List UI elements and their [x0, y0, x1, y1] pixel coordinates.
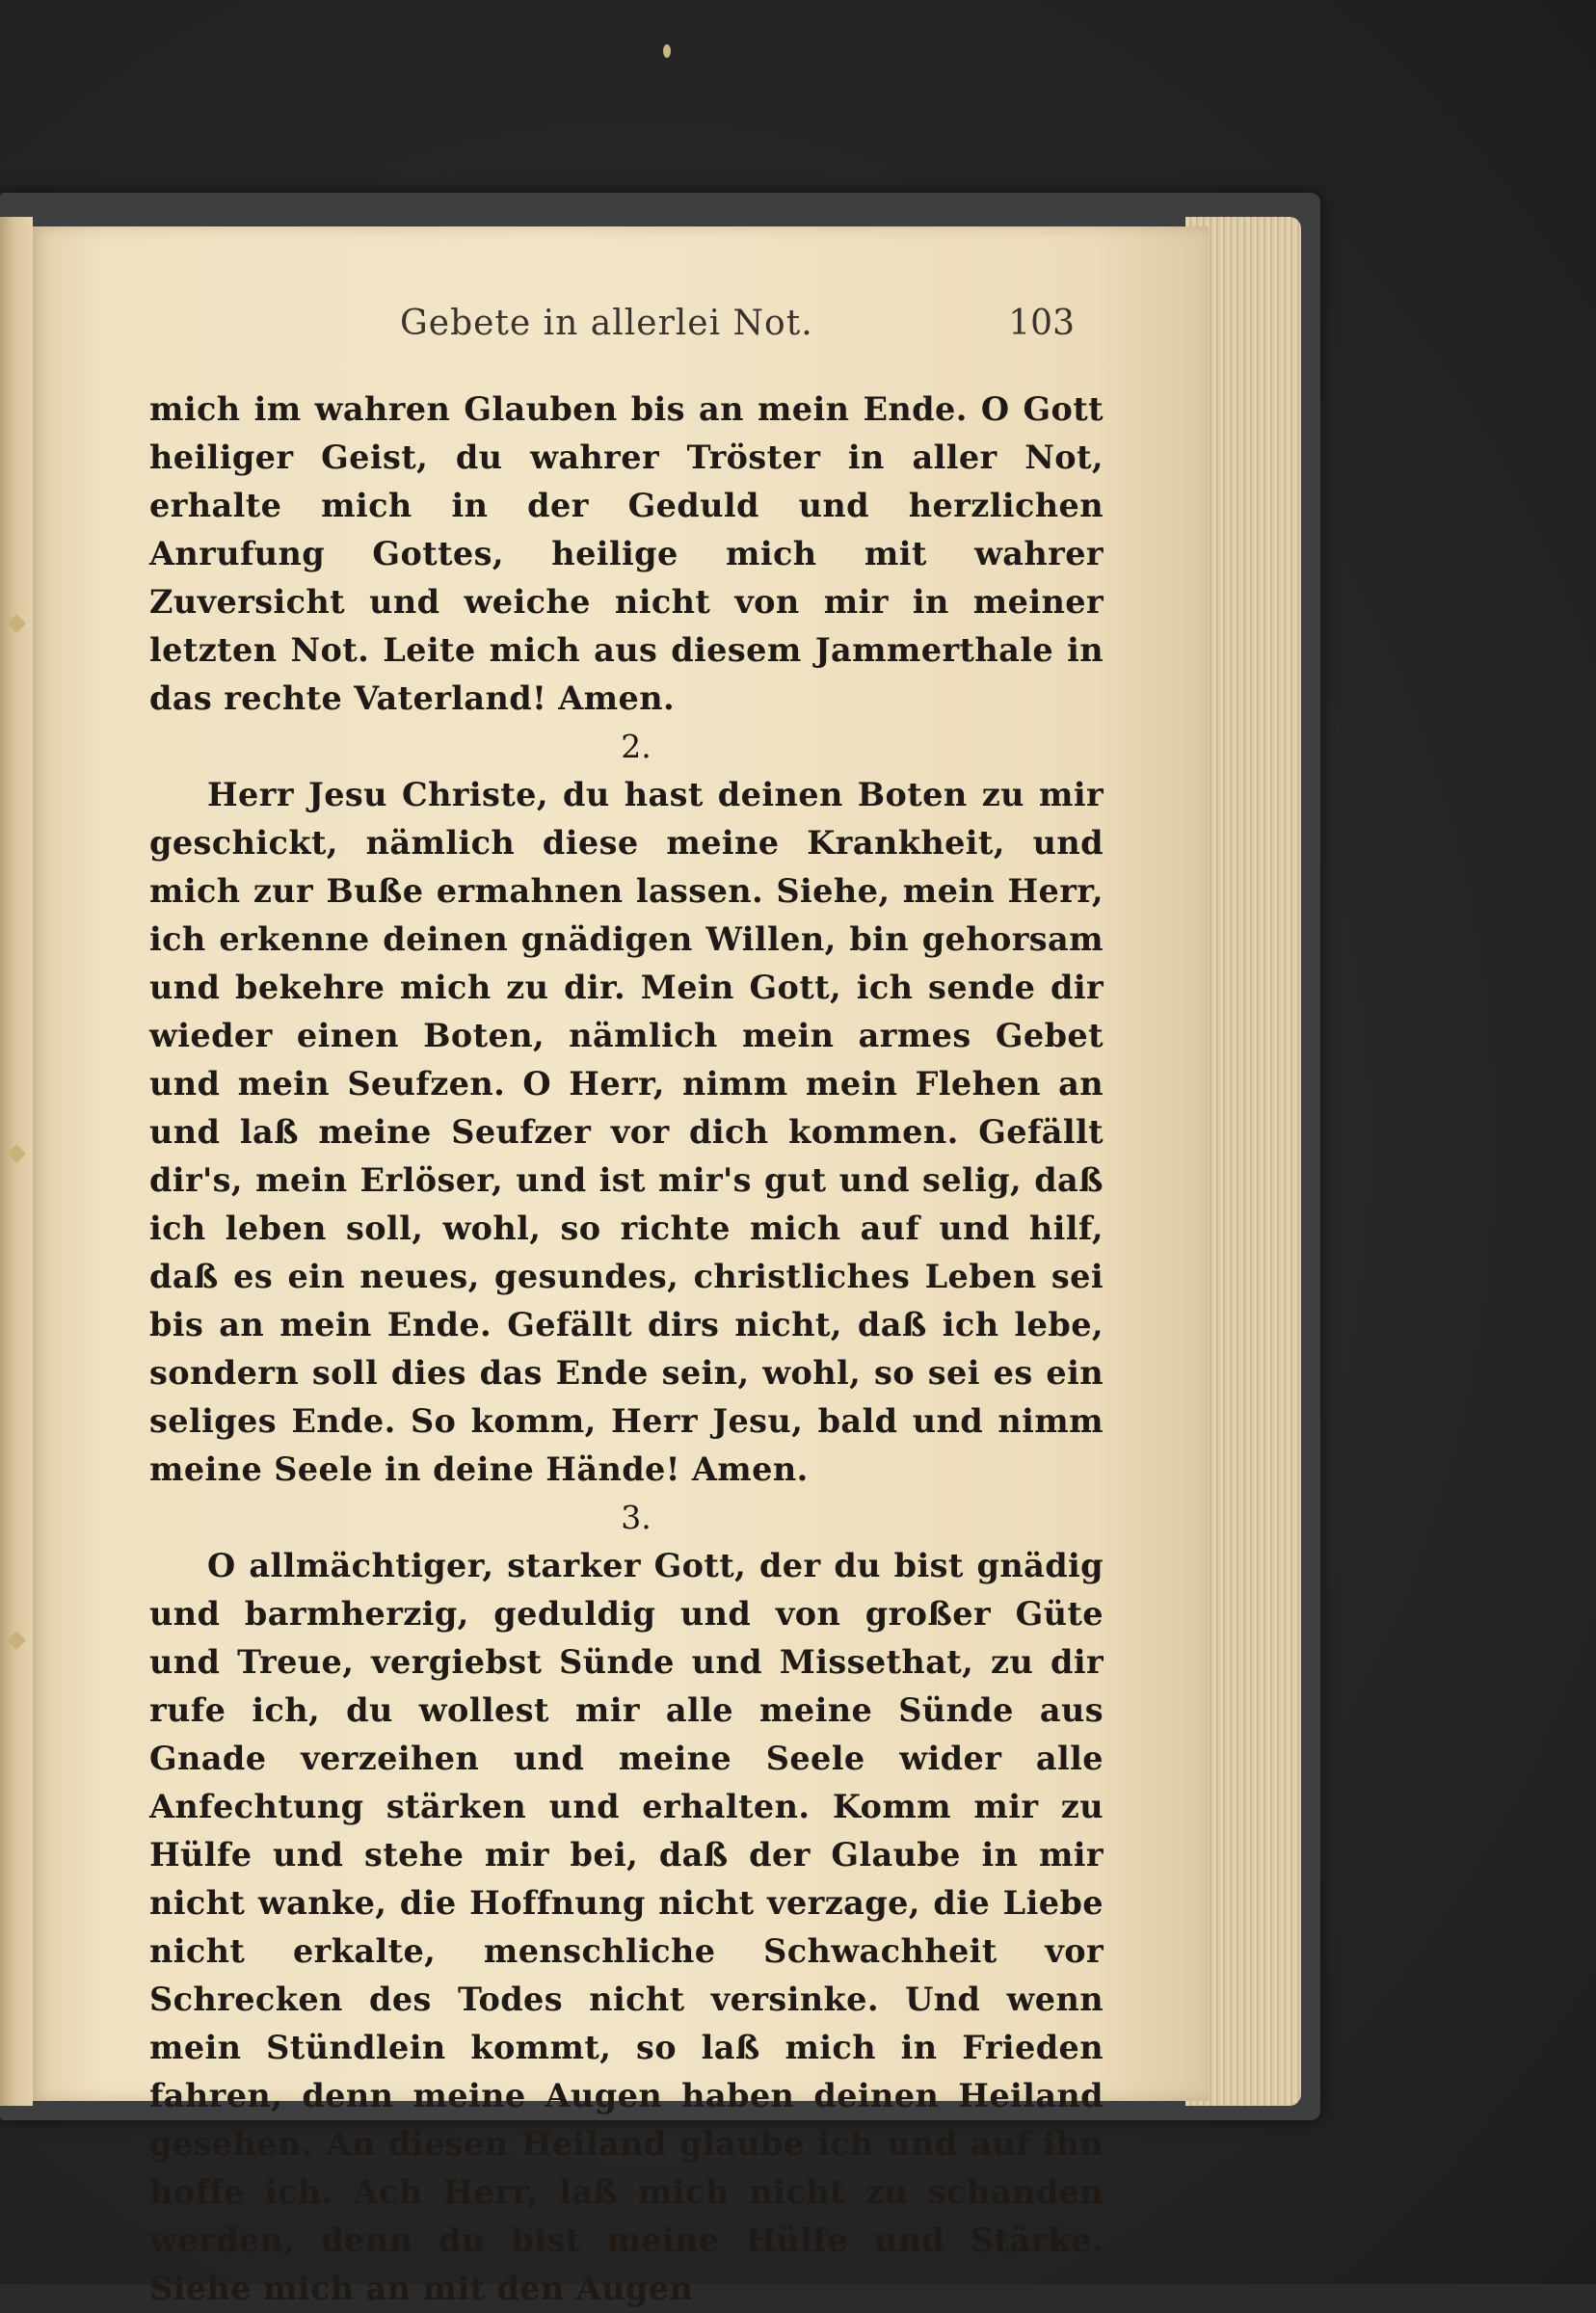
section-number-2: 2. [621, 728, 652, 765]
section-number-3: 3. [621, 1499, 652, 1536]
prayer-paragraph-1: mich im wahren Glauben bis an mein Ende. O Gott heiliger Geist, du wahrer Tröster in aller Not, erhalte mich in der Geduld und herzlichen Anrufung Gottes, heilige mich mit wahrer Zuversicht und weiche nicht von mir in meiner letzten Not. Leite mich aus diesem Jammerthale in das rechte Vaterland! Amen. [149, 390, 1104, 717]
page-header [400, 304, 1075, 361]
page-body [149, 386, 1104, 2313]
dust-speck [663, 44, 671, 58]
page-number: 103 [1008, 304, 1075, 343]
prayer-paragraph-2: Herr Jesu Christe, du hast deinen Boten zu mir geschickt, nämlich diese meine Krankheit, und mich zur Buße ermahnen lassen. Siehe, mein Herr, ich erkenne deinen gnädigen Willen, bin gehorsam und bekehre mich zu dir. Mein Gott, ich sende dir wieder einen Boten, nämlich mein armes Gebet und mein Seufzen. O Herr, nimm mein Flehen an und laß meine Seufzer vor dich kommen. Gefällt dir's, mein Erlöser, und ist mir's gut und selig, daß ich leben soll, wohl, so richte mich auf und hilf, daß es ein neues, gesundes, christliches Leben sei bis an mein Ende. Gefällt dirs nicht, daß ich lebe, sondern soll dies das Ende sein, wohl, so sei es ein seliges Ende. So komm, Herr Jesu, bald und nimm meine Seele in deine Hände! Amen. [149, 776, 1104, 1488]
prayer-paragraph-3: O allmächtiger, starker Gott, der du bist gnädig und barmherzig, geduldig und von großer Güte und Treue, vergiebst Sünde und Missethat, zu dir rufe ich, du wollest mir alle meine Sünde aus Gnade verzeihen und meine Seele wider alle Anfechtung stärken und erhalten. Komm mir zu Hülfe und stehe mir bei, daß der Glaube in mir nicht wanke, die Hoffnung nicht verzage, die Liebe nicht erkalte, menschliche Schwachheit vor Schrecken des Todes nicht versinke. Und wenn mein Stündlein kommt, so laß mich in Frieden fahren, denn meine Augen haben deinen Heiland gesehen. An diesen Heiland glaube ich und auf ihn hoffe ich. Ach Herr, laß mich nicht zu schanden werden, denn du bist meine Hülfe und Stärke. Siehe mich an mit den Augen [149, 1547, 1104, 2307]
running-title: Gebete in allerlei Not. [400, 304, 813, 343]
